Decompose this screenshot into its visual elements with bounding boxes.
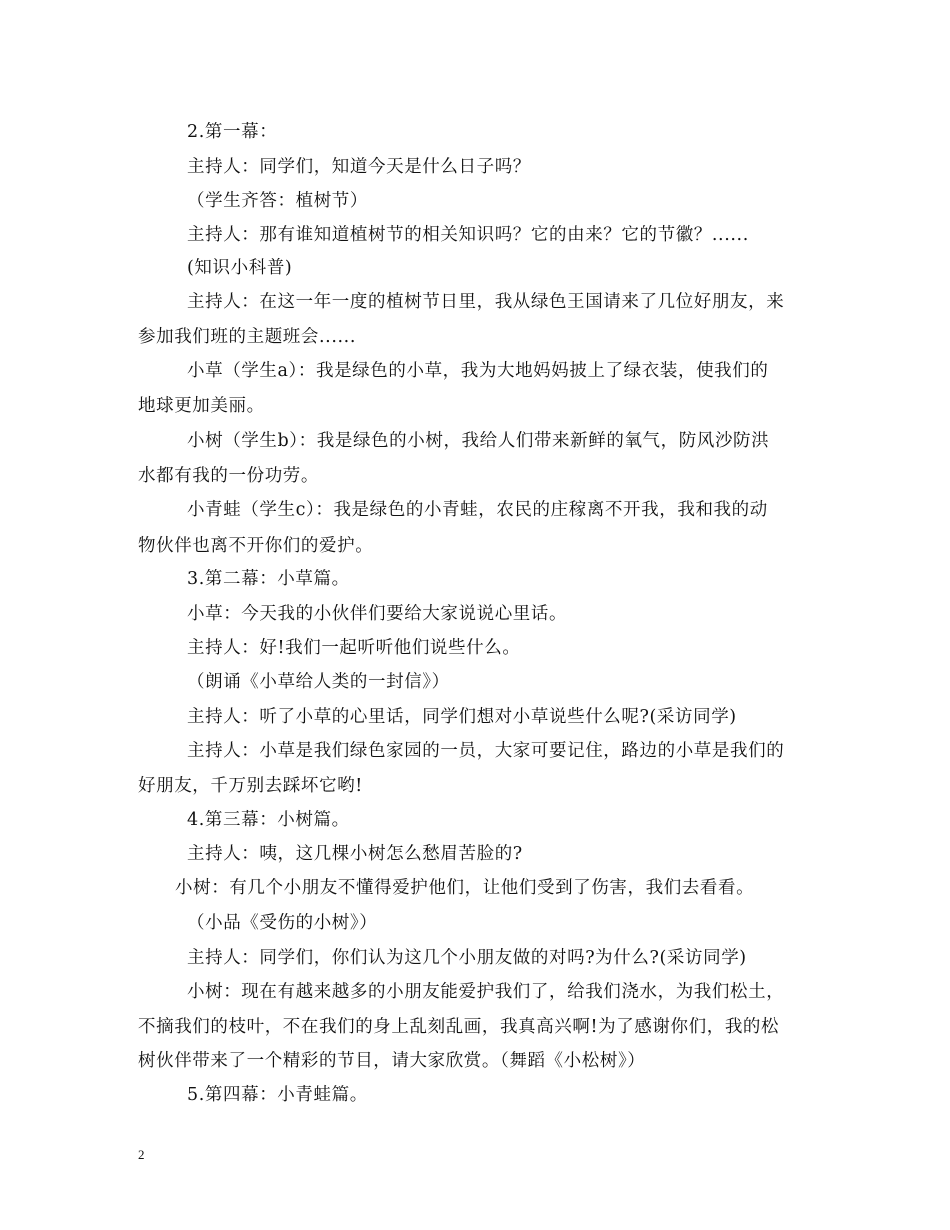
paragraph-line: （小品《受伤的小树》） — [187, 913, 378, 933]
paragraph-line: 小树：现在有越来越多的小朋友能爱护我们了，给我们浇水，为我们松土， — [187, 982, 785, 1002]
paragraph-line: 5.第四幕：小青蛙篇。 — [187, 1085, 368, 1105]
paragraph-line: 3.第二幕：小草篇。 — [187, 569, 350, 589]
paragraph-line: 主持人：同学们，你们认为这几个小朋友做的对吗?为什么?(采访同学) — [187, 948, 747, 968]
paragraph-line: 水都有我的一份功劳。 — [138, 466, 319, 486]
paragraph-line: 树伙伴带来了一个精彩的节目，请大家欣赏。（舞蹈《小松树》） — [138, 1051, 646, 1071]
paragraph-line: （朗诵《小草给人类的一封信》） — [187, 672, 450, 692]
paragraph-line: 小青蛙（学生c）：我是绿色的小青蛙，农民的庄稼离不开我，我和我的动 — [187, 500, 768, 520]
paragraph-line: 主持人：在这一年一度的植树节日里，我从绿色王国请来了几位好朋友，来 — [187, 292, 785, 312]
paragraph-line: 主持人：听了小草的心里话，同学们想对小草说些什么呢?(采访同学) — [187, 707, 737, 727]
paragraph-line: （学生齐答：植树节） — [187, 191, 368, 211]
paragraph-line: 主持人：咦，这几棵小树怎么愁眉苦脸的? — [187, 844, 523, 864]
paragraph-line: (知识小科普) — [187, 258, 293, 278]
paragraph-line: 好朋友，千万别去踩坏它哟! — [138, 776, 363, 796]
page-number: 2 — [138, 1147, 145, 1162]
paragraph-line: 2.第一幕： — [187, 122, 278, 142]
paragraph-line: 主持人：好!我们一起听听他们说些什么。 — [187, 638, 521, 658]
paragraph-line: 地球更加美丽。 — [138, 396, 265, 416]
paragraph-line: 小树（学生b）：我是绿色的小树，我给人们带来新鲜的氧气，防风沙防洪 — [187, 431, 770, 451]
paragraph-line: 小树：有几个小朋友不懂得爱护他们，让他们受到了伤害，我们去看看。 — [175, 878, 755, 898]
paragraph-line: 物伙伴也离不开你们的爱护。 — [138, 536, 374, 556]
paragraph-line: 主持人：同学们，知道今天是什么日子吗？ — [187, 157, 531, 177]
paragraph-line: 4.第三幕：小树篇。 — [187, 810, 350, 830]
paragraph-line: 小草（学生a）：我是绿色的小草，我为大地妈妈披上了绿衣装，使我们的 — [187, 361, 769, 381]
paragraph-line: 主持人：小草是我们绿色家园的一员，大家可要记住，路边的小草是我们的 — [187, 741, 785, 761]
paragraph-line: 不摘我们的枝叶，不在我们的身上乱刻乱画，我真高兴啊!为了感谢你们，我的松 — [138, 1017, 780, 1037]
paragraph-line: 参加我们班的主题班会...... — [138, 327, 356, 347]
paragraph-line: 主持人：那有谁知道植树节的相关知识吗？它的由来？它的节徽？...... — [187, 225, 749, 245]
paragraph-line: 小草：今天我的小伙伴们要给大家说说心里话。 — [187, 604, 568, 624]
